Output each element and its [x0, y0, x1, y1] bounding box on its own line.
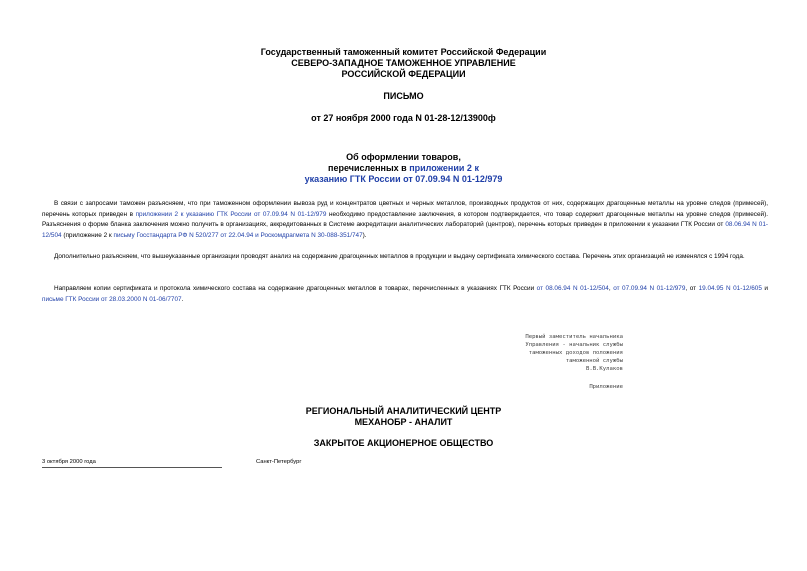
subject-link-appendix[interactable]: приложении 2 к	[409, 163, 479, 173]
appendix-city: Санкт-Петербург	[256, 459, 302, 465]
subject-line-1: Об оформлении товаров,	[346, 152, 461, 162]
subject-line-3	[0, 174, 807, 185]
p2-text: Дополнительно разъясняем, что вышеуказанные организации проводят анализ на содержание драгоценных металлов в продукции и выдачу сертификата химического состава. Перечень этих организаций не изменялся с 1994 года.	[54, 253, 745, 260]
subject-text: перечисленных в	[328, 163, 410, 173]
p3-text-5: .	[181, 295, 184, 303]
p1-text-4: ).	[362, 231, 367, 239]
p1-link-gosstandart[interactable]: письму Госстандарта РФ N 520/277 от 22.04.94 и Роскомдрагмета N 30-088-351/747	[113, 231, 363, 239]
p1-text-2: необходимо предоставление заключения, в котором подтверждается, что товар содержит драгоценные металлы на уровне следов (примесей). Разъяснения о форме бланка заключения можно получить в организациях, аккредитованных в Системе аккредитации аналитических лабораторий (центров), перечень которых приведен в приложении к указании ГТК России от	[42, 210, 768, 229]
appendix-org-1: РЕГИОНАЛЬНЫЙ АНАЛИТИЧЕСКИЙ ЦЕНТР	[305, 406, 502, 416]
doc-date: от 27 ноября 2000 года N 01-28-12/13900ф	[311, 113, 496, 123]
date-underline	[42, 467, 222, 468]
subject-link-decree[interactable]: указанию ГТК России от 07.09.94 N 01-12/979	[304, 174, 503, 184]
signature-line-3: таможенных доходов положения	[528, 350, 623, 356]
p3-text-1: Направляем копии сертификата и протокола химического состава на содержание драгоценных металлов в товарах, перечисленных в указаниях ГТК России	[54, 285, 537, 292]
header-country: РОССИЙСКОЙ ФЕДЕРАЦИИ	[341, 69, 466, 79]
p1-link-appendix[interactable]: приложении 2 к указанию ГТК России от 07.09.94 N 01-12/979	[135, 210, 327, 218]
appendix-org-2: МЕХАНОБР - АНАЛИТ	[354, 417, 453, 427]
p3-text-4: и	[761, 285, 768, 292]
p1-text-3: (приложение 2 к	[61, 231, 114, 239]
subject-line-2	[0, 163, 807, 174]
p3-text-2: ,	[608, 285, 614, 292]
signature-line-4: таможенной службы	[565, 358, 623, 364]
paragraph-3	[42, 284, 768, 305]
signature-line-2: Управления - начальник службы	[525, 342, 623, 348]
doc-type: ПИСЬМО	[383, 91, 424, 101]
appendix-org-3: ЗАКРЫТОЕ АКЦИОНЕРНОЕ ОБЩЕСТВО	[313, 438, 494, 448]
p3-text-3: , от	[685, 285, 699, 292]
p3-link-504[interactable]: от 08.06.94 N 01-12/504	[536, 285, 609, 292]
p3-link-7707[interactable]: письме ГТК России от 28.03.2000 N 01-06/7707	[42, 295, 182, 303]
header-department: СЕВЕРО-ЗАПАДНОЕ ТАМОЖЕННОЕ УПРАВЛЕНИЕ	[291, 58, 516, 68]
paragraph-1	[42, 199, 768, 241]
header-committee: Государственный таможенный комитет Российской Федерации	[260, 47, 547, 57]
appendix-label: Приложение	[589, 384, 623, 390]
p1-text-1: В связи с запросами таможен разъясняем, что при таможенном оформлении вывоза руд и концентратов цветных и черных металлов, производных продуктов от них, содержащих драгоценные металлы на уровне следов (примесей), перечень которых приведен в	[42, 200, 768, 218]
p3-link-605[interactable]: 19.04.95 N 01-12/605	[698, 285, 762, 292]
appendix-date: 3 октября 2000 года	[42, 459, 96, 465]
p3-link-979[interactable]: от 07.09.94 N 01-12/979	[613, 285, 686, 292]
p1-link-decree-504[interactable]: 08.06.94 N 01-12/504	[42, 221, 769, 239]
paragraph-2	[42, 252, 768, 263]
signature-name: В.В.Кулаков	[585, 366, 623, 372]
signature-line-1: Первый заместитель начальника	[525, 334, 623, 340]
